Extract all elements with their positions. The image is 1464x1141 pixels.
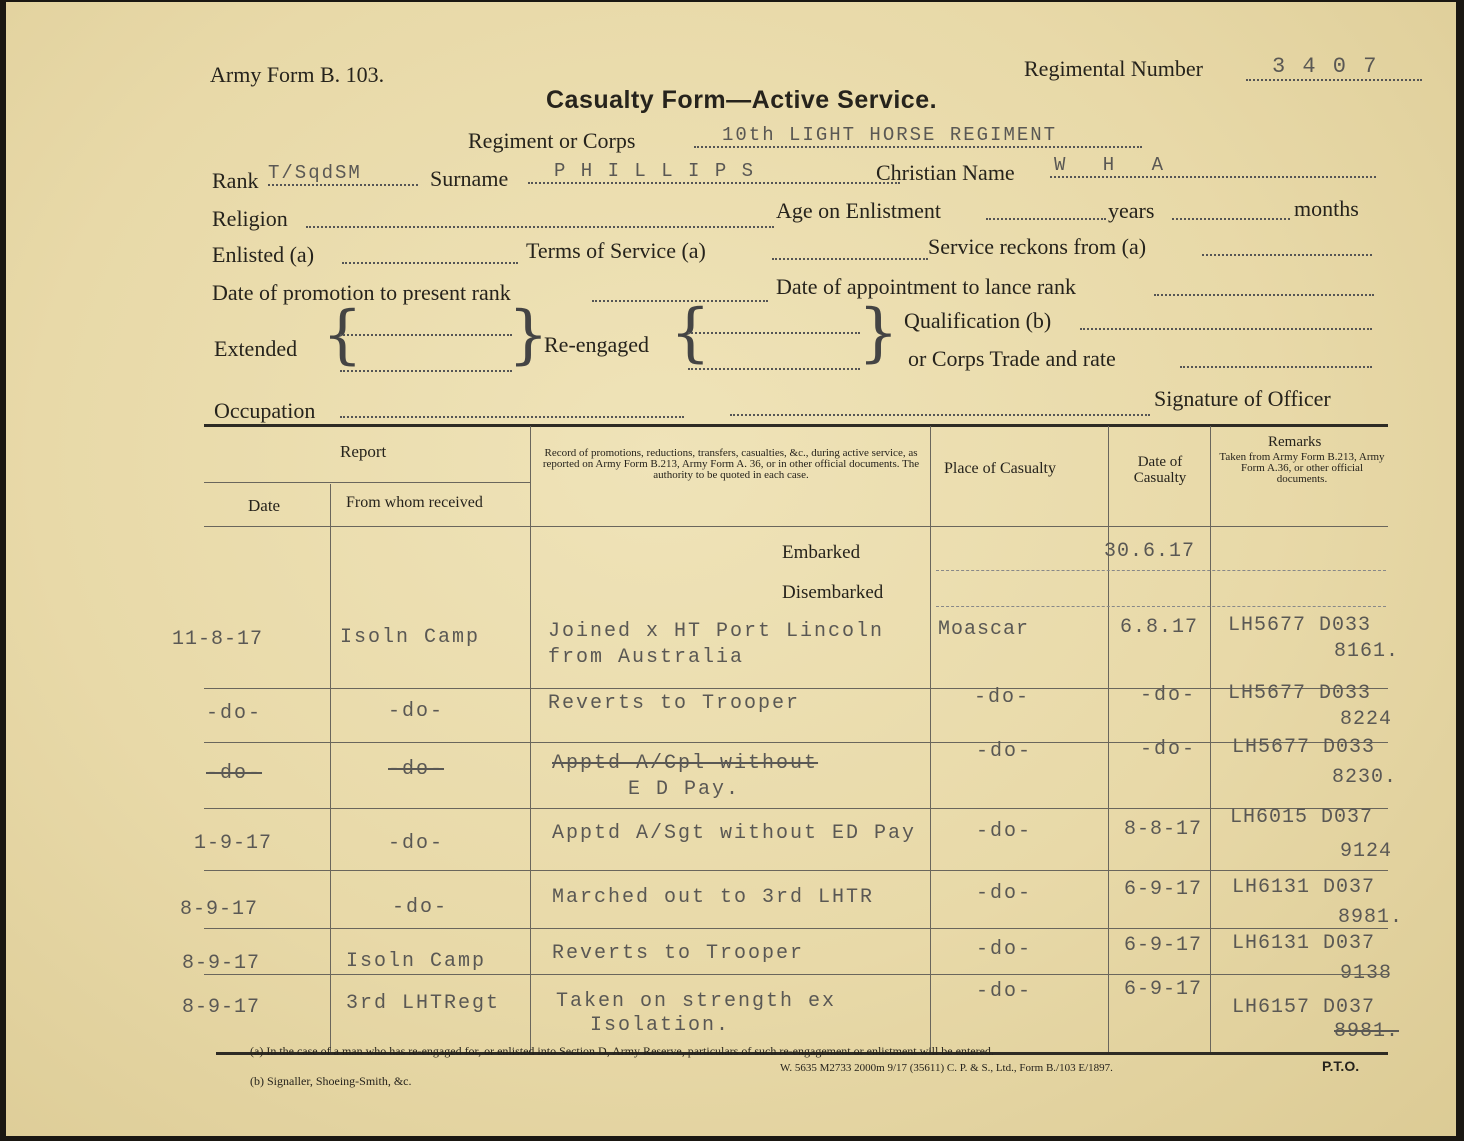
table-row-3-remarks-1: LH5677 D033 [1232,736,1376,759]
table-row-6-record-1: Reverts to Trooper [552,942,805,965]
promotion-label: Date of promotion to present rank [212,280,511,305]
table-row-2-remarks-1: LH5677 D033 [1228,682,1372,705]
table-row-1-record-1: Joined x HT Port Lincoln [548,620,885,643]
occupation-field [340,402,684,418]
lance-rank-label: Date of appointment to lance rank [776,274,1076,299]
pto-label: P.T.O. [1322,1058,1360,1074]
table-row-3-date: -do- [206,762,263,785]
header-date-casualty: Date of Casualty [1133,454,1187,486]
table-row-7-remarks-2: 8981. [1334,1020,1400,1043]
table-row-5-from: -do- [392,896,449,919]
table-row-6-remarks-1: LH6131 D037 [1232,932,1376,955]
lance-rank-field [1154,278,1374,296]
table-row-3-record-2: E D Pay. [628,778,741,801]
header-place-text: Place of Casualty [944,460,1056,477]
disembarked-rule [936,606,1386,607]
table-row-4-date: 1-9-17 [194,832,273,855]
regiment-label: Regiment or Corps [468,128,636,153]
religion-field [306,210,774,228]
reengaged-left-brace: { [670,296,711,370]
embarked-label: Embarked [782,542,861,563]
occupation-label: Occupation [214,398,316,423]
row-3-rule [204,808,1388,809]
header-date: Date [248,496,281,515]
header-record: Record of promotions, reductions, transfers, casualties, &c., during active service, as reported on Army Form B.213, Army Form A. 36, or in other official documents. The authority to be quoted in each case. [542,447,920,481]
months-label: months [1294,196,1359,221]
service-reckons-label: Service reckons from (a) [928,234,1147,259]
row-6-rule [204,974,1388,975]
header-remarks: Remarks [1268,434,1322,450]
row-4-rule [204,870,1388,871]
table-row-2-date: -do- [206,702,263,725]
table-row-5-date: 8-9-17 [180,898,259,921]
age-years-field [986,202,1106,220]
embarked-rule [936,570,1386,571]
table-row-6-date: 8-9-17 [182,952,261,975]
row-2-rule [204,742,1388,743]
footnote-b: (b) Signaller, Shoeing-Smith, &c. [250,1074,412,1088]
table-row-3-place: -do- [976,740,1033,763]
table-row-7-record-1: Taken on strength ex [556,990,837,1013]
regimental-number-label: Regimental Number [1024,56,1204,81]
reengaged-label: Re-engaged [544,332,650,357]
table-row-3-remarks-2: 8230. [1332,766,1398,789]
rank-label: Rank [212,168,259,193]
disembarked-label: Disembarked [782,582,884,603]
table-row-4-remarks-2: 9124 [1340,840,1393,863]
header-place [944,460,1056,478]
corps-trade-field [1180,350,1372,368]
terms-field [772,242,928,260]
table-row-7-record-2: Isolation. [590,1014,731,1037]
table-row-3-record-1: Apptd A/Cpl without [552,752,819,775]
footnote-a: (a) In the case of a man who has re-engaged for, or enlisted into Section D, Army Reserve, particulars of such re-engagement or enlistment will be entered. [250,1044,994,1058]
table-row-5-place: -do- [976,882,1033,905]
table-row-5-record-1: Marched out to 3rd LHTR [552,886,875,909]
table-row-2-remarks-2: 8224 [1340,708,1393,731]
row-1-rule [204,688,1388,689]
reengaged-field-2 [688,356,860,370]
table-row-5-remarks-2: 8981. [1338,906,1404,929]
table-row-3-date-casualty: -do- [1140,738,1197,761]
age-label: Age on Enlistment [776,198,941,223]
header-remarks-sub: Taken from Army Form B.213, Army Form A.36, or other official documents. [1219,451,1385,485]
col-divider-date [330,484,331,1052]
table-row-1-remarks-1: LH5677 D033 [1228,614,1372,637]
table-row-4-place: -do- [976,820,1033,843]
table-row-6-from: Isoln Camp [346,950,487,973]
surname-value: P H I L L I P S [528,160,900,184]
extended-left-brace: { [322,298,363,372]
table-row-1-record-2: from Australia [548,646,745,669]
table-row-1-date: 11-8-17 [172,628,264,651]
table-row-4-record-1: Apptd A/Sgt without ED Pay [552,822,917,845]
enlisted-field [342,246,518,264]
col-divider-from [530,426,531,1052]
embarked-date: 30.6.17 [1104,540,1196,563]
col-divider-record [930,426,931,1052]
table-row-7-remarks-1: LH6157 D037 [1232,996,1376,1019]
table-row-1-date-casualty: 6.8.17 [1120,616,1199,639]
age-months-field [1172,202,1290,220]
qualification-field [1080,312,1372,330]
signature-label: Signature of Officer [1154,386,1331,411]
christian-name-value: W H A [1050,154,1376,178]
table-row-4-from: -do- [388,832,445,855]
extended-field-1 [340,322,512,336]
table-row-1-from: Isoln Camp [340,626,481,649]
surname-label: Surname [430,166,509,191]
years-label: years [1108,198,1155,223]
table-row-6-remarks-2: 9138 [1340,962,1393,985]
extended-field-2 [340,358,512,372]
reengaged-field-1 [688,320,860,334]
qualification-label: Qualification (b) [904,308,1052,333]
form-number: Army Form B. 103. [210,62,385,87]
enlisted-label: Enlisted (a) [212,242,315,267]
table-row-3-from: -do- [388,758,445,781]
regimental-number-value: 3 4 0 7 [1246,54,1422,81]
christian-name-label: Christian Name [876,160,1015,185]
header-report: Report [340,442,387,461]
extended-right-brace: } [508,298,549,372]
page-title: Casualty Form—Active Service. [546,86,938,114]
regiment-value: 10th LIGHT HORSE REGIMENT [694,124,1142,148]
religion-label: Religion [212,206,288,231]
header-from-whom: From whom received [346,494,483,511]
extended-label: Extended [214,336,298,361]
table-row-4-remarks-1: LH6015 D037 [1230,806,1374,829]
table-row-2-record-1: Reverts to Trooper [548,692,801,715]
table-row-6-date-casualty: 6-9-17 [1124,934,1203,957]
table-row-7-place: -do- [976,980,1033,1003]
table-row-1-remarks-2: 8161. [1334,640,1400,663]
corps-trade-label: or Corps Trade and rate [908,346,1116,371]
service-reckons-field [1202,238,1372,256]
rank-value: T/SqdSM [268,162,418,186]
table-row-5-remarks-1: LH6131 D037 [1232,876,1376,899]
printer-imprint: W. 5635 M2733 2000m 9/17 (35611) C. P. & S., Ltd., Form B./103 E/1897. [780,1062,1113,1074]
signature-field [730,400,1150,416]
table-row-5-date-casualty: 6-9-17 [1124,878,1203,901]
table-row-2-place: -do- [974,686,1031,709]
table-row-7-from: 3rd LHTRegt [346,992,501,1015]
col-divider-date-casualty [1210,426,1211,1052]
row-5-rule [204,928,1388,929]
table-row-1-place: Moascar [938,618,1030,641]
table-row-2-date-casualty: -do- [1140,684,1197,707]
table-row-2-from: -do- [388,700,445,723]
reengaged-right-brace: } [858,296,899,370]
casualty-form-document [6,2,1456,1136]
report-divider [204,482,530,483]
col-divider-place [1108,426,1109,1052]
table-row-4-date-casualty: 8-8-17 [1124,818,1203,841]
terms-label: Terms of Service (a) [526,238,706,263]
table-row-6-place: -do- [976,938,1033,961]
table-row-7-date: 8-9-17 [182,996,261,1019]
table-row-7-date-casualty: 6-9-17 [1124,978,1203,1001]
